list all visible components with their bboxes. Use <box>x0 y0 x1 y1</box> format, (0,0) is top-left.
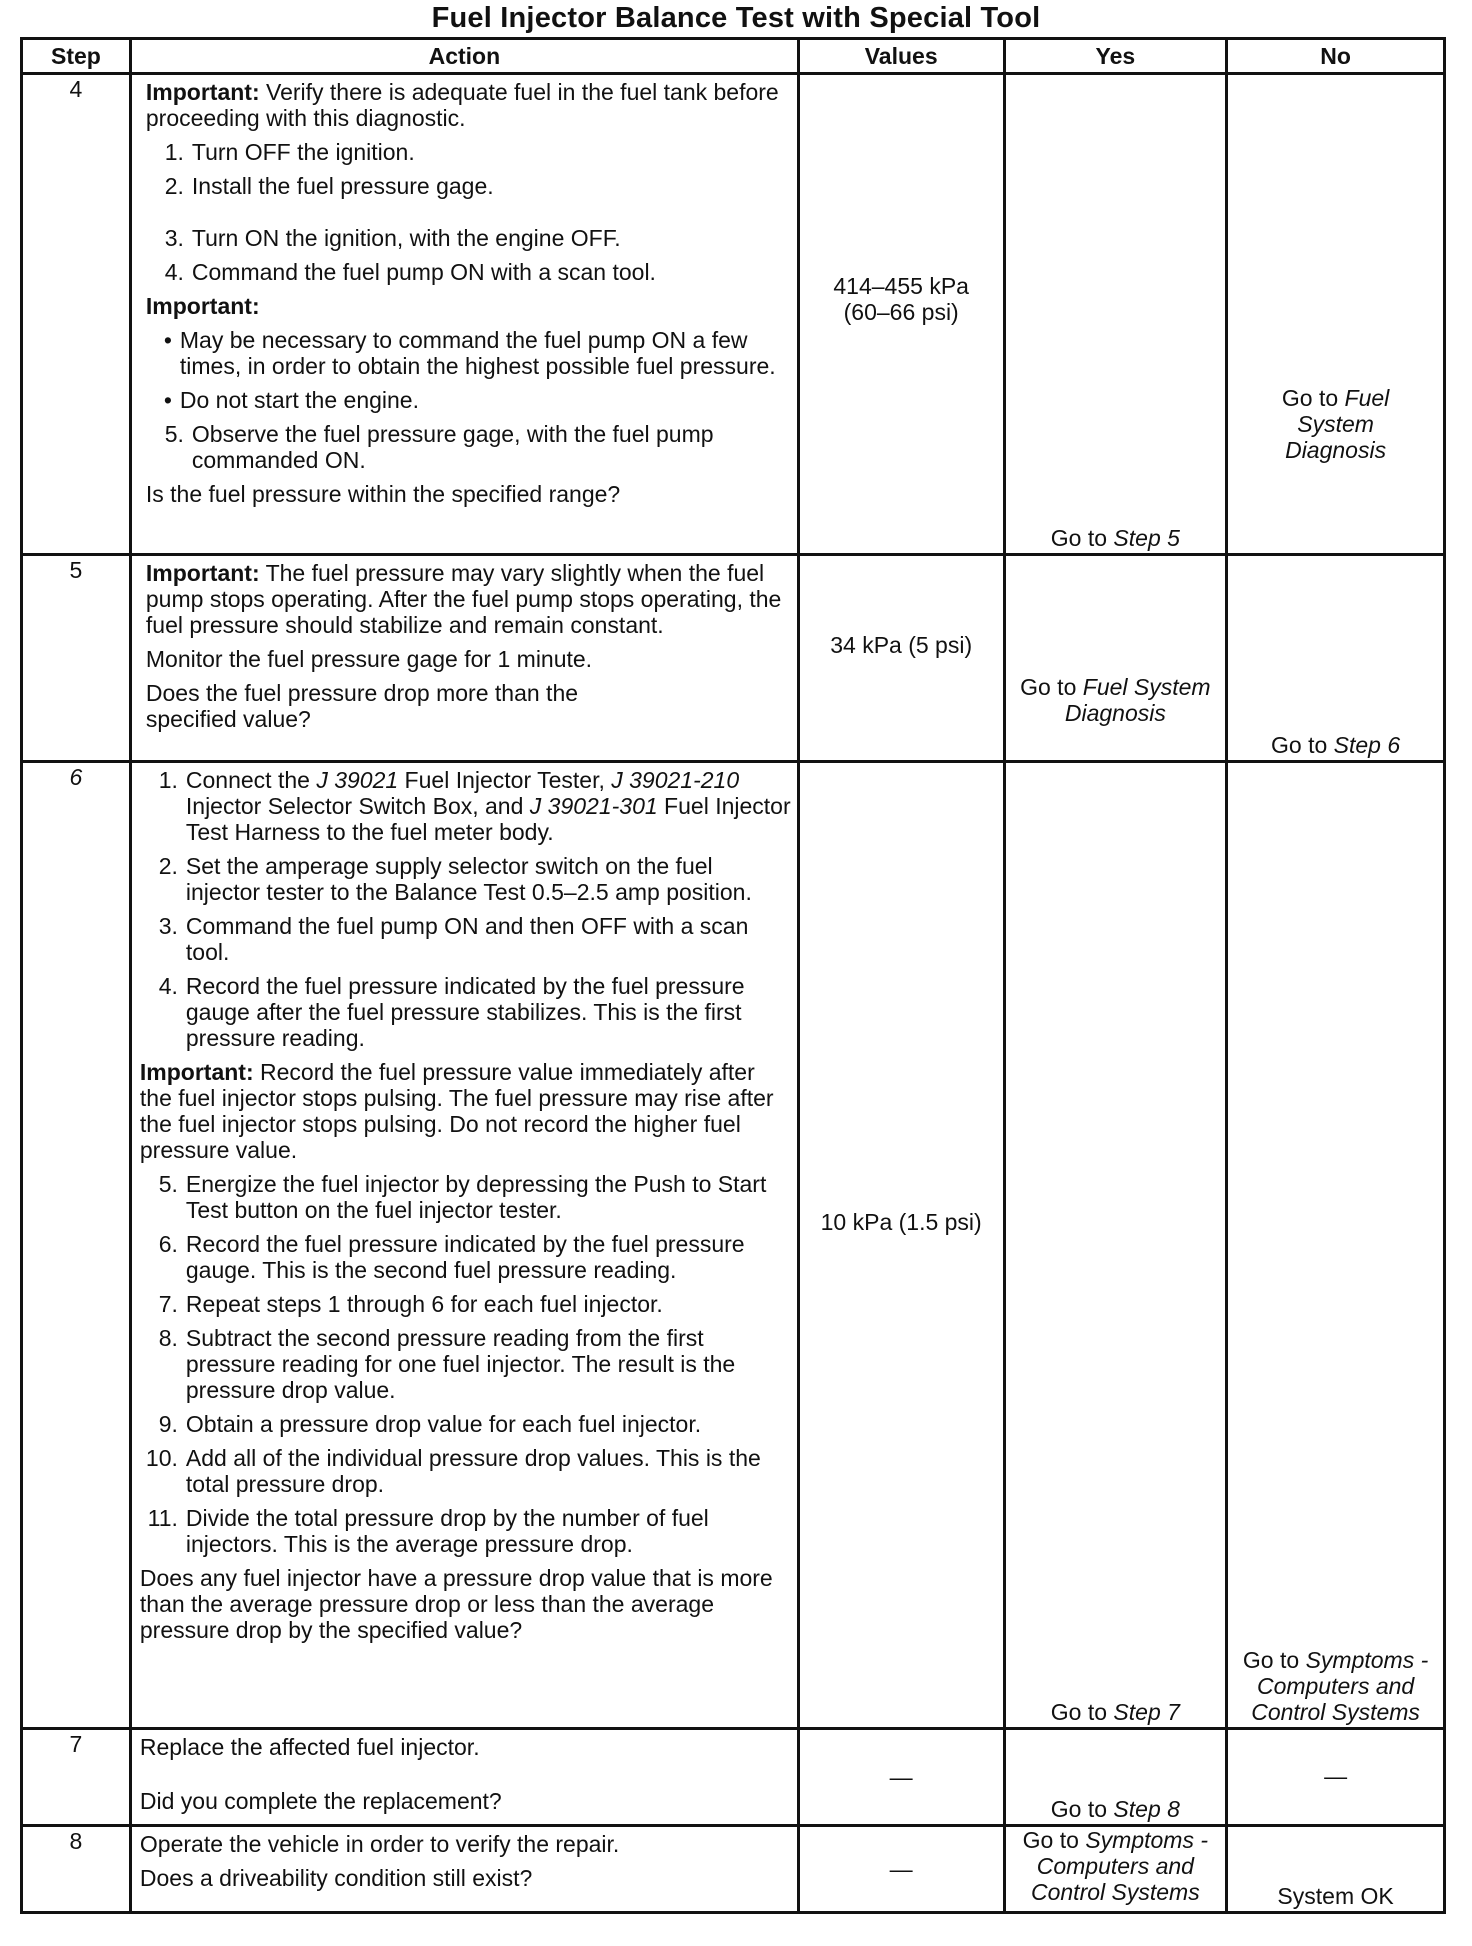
no-target: Fuel System Diagnosis <box>1285 385 1390 463</box>
table-row <box>22 555 1445 762</box>
no-link[interactable] <box>1234 75 1437 463</box>
item-text: Install the fuel pressure gage. <box>191 173 494 199</box>
question-text: Does any fuel injector have a pressure drop value that is more than the average pressure drop or less than the average pressure drop by the specified value? <box>139 1565 773 1643</box>
item-text: Divide the total pressure drop by the number of fuel injectors. This is the average pressure drop. <box>185 1505 709 1557</box>
item-number: 5. <box>164 421 184 447</box>
important-note <box>140 1059 791 1163</box>
no-link[interactable] <box>1234 1647 1437 1725</box>
item-number: 10. <box>145 1445 178 1471</box>
step-number-cell <box>22 74 131 555</box>
table-row <box>22 1729 1445 1826</box>
header-values: Values <box>798 39 1004 74</box>
list-item <box>140 1291 791 1317</box>
item-number: 5. <box>158 1171 178 1197</box>
procedure-list <box>140 767 791 1051</box>
table-row <box>22 1826 1445 1913</box>
step-number: 7 <box>69 1731 83 1757</box>
yes-link[interactable] <box>1012 1827 1220 1905</box>
no-target: Step 6 <box>1333 732 1401 758</box>
step-number-cell <box>22 762 131 1729</box>
item-text: Command the fuel pump ON and then OFF with a scan tool. <box>185 913 749 965</box>
item-number: 2. <box>158 853 178 879</box>
no-text: — <box>1324 1763 1348 1789</box>
yes-cell <box>1004 1826 1227 1913</box>
header-step: Step <box>22 39 131 74</box>
no-cell <box>1227 555 1445 762</box>
item-text: Observe the fuel pressure gage, with the fuel pump commanded ON. <box>191 421 714 473</box>
item-text: Command the fuel pump ON with a scan tool. <box>191 259 656 285</box>
step-number: 5 <box>69 557 83 583</box>
yes-target: Step 8 <box>1113 1796 1180 1822</box>
step-number-cell <box>22 1826 131 1913</box>
item-text: Obtain a pressure drop value for each fuel injector. <box>185 1411 702 1437</box>
no-prefix: Go to <box>1242 1647 1306 1673</box>
yes-target: Fuel System Diagnosis <box>1064 674 1211 726</box>
yes-link[interactable] <box>1012 1796 1220 1822</box>
item-number: 1. <box>158 767 178 793</box>
question-text: Did you complete the replacement? <box>139 1788 502 1814</box>
item-text: May be necessary to command the fuel pump ON a few times, in order to obtain the highest possible fuel pressure. <box>179 327 776 379</box>
item-text: Turn OFF the ignition. <box>191 139 415 165</box>
values-cell <box>798 762 1004 1729</box>
item-text: Subtract the second pressure reading from the first pressure reading for one fuel injector. The result is the pressure drop value. <box>185 1325 736 1403</box>
bullet-list <box>146 327 791 413</box>
item-number: 4. <box>158 973 178 999</box>
table-row <box>22 74 1445 555</box>
bullet-icon: • <box>163 387 172 413</box>
list-item <box>146 327 791 379</box>
item-number: 11. <box>147 1505 178 1531</box>
table-row <box>22 762 1445 1729</box>
yes-prefix: Go to <box>1020 674 1083 700</box>
no-cell <box>1227 1729 1445 1826</box>
no-cell <box>1227 762 1445 1729</box>
question-text: Does the fuel pressure drop more than the specified value? <box>145 680 579 732</box>
procedure-list <box>146 421 791 473</box>
item-number: 4. <box>164 259 184 285</box>
action-cell <box>130 1826 798 1913</box>
important-note <box>146 560 791 638</box>
item-text: Do not start the engine. <box>179 387 419 413</box>
step-number-cell <box>22 1729 131 1826</box>
item-number: 3. <box>158 913 178 939</box>
item-number: 9. <box>158 1411 178 1437</box>
list-item <box>140 1325 791 1403</box>
yes-cell <box>1004 1729 1227 1826</box>
value-text: — <box>889 1856 913 1882</box>
list-item <box>146 139 791 165</box>
action-cell <box>130 762 798 1729</box>
instruction-text: Replace the affected fuel injector. <box>139 1734 480 1760</box>
important-text: Record the fuel pressure value immediately after the fuel injector stops pulsing. The fuel pressure may rise after the fuel injector stops pulsing. Do not record the higher fuel pressure value. <box>139 1059 774 1163</box>
diagnostic-table <box>20 37 1446 1914</box>
item-number: 1. <box>164 139 184 165</box>
value-text: 10 kPa (1.5 psi) <box>820 1209 982 1235</box>
no-prefix: Go to <box>1281 385 1345 411</box>
step-number-cell <box>22 555 131 762</box>
value-text: — <box>889 1764 913 1790</box>
item-text: Record the fuel pressure indicated by the fuel pressure gauge after the fuel pressure stabilizes. This is the first pressure reading. <box>185 973 745 1051</box>
yes-link[interactable] <box>1012 556 1220 726</box>
tool-number: J 39021-210 <box>611 767 740 793</box>
list-item <box>146 225 791 251</box>
no-prefix: Go to <box>1271 732 1334 758</box>
yes-target: Symptoms - Computers and Control Systems <box>1030 1827 1209 1905</box>
value-text: 414–455 kPa <box>833 273 969 299</box>
list-item <box>140 1231 791 1283</box>
yes-prefix: Go to <box>1050 1699 1114 1725</box>
yes-prefix: Go to <box>1050 1796 1114 1822</box>
header-yes: Yes <box>1004 39 1227 74</box>
list-item <box>140 767 791 845</box>
tool-number: J 39021-301 <box>529 793 658 819</box>
yes-cell <box>1004 762 1227 1729</box>
table-header-row <box>22 39 1445 74</box>
important-label: Important: <box>145 560 260 586</box>
item-number: 7. <box>158 1291 178 1317</box>
yes-link[interactable] <box>1012 1699 1220 1725</box>
item-text: Energize the fuel injector by depressing the Push to Start Test button on the fuel injector tester. <box>185 1171 767 1223</box>
question-text: Does a driveability condition still exist? <box>139 1865 533 1891</box>
item-text: Set the amperage supply selector switch on the fuel injector tester to the Balance Test 0.5–2.5 amp position. <box>185 853 752 905</box>
yes-cell <box>1004 555 1227 762</box>
yes-link[interactable] <box>1012 525 1220 551</box>
tool-number: J 39021 <box>316 767 399 793</box>
instruction-text: Operate the vehicle in order to verify the repair. <box>139 1831 620 1857</box>
no-target: Symptoms - Computers and Control Systems <box>1251 1647 1429 1725</box>
values-cell <box>798 74 1004 555</box>
header-no: No <box>1227 39 1445 74</box>
important-text: The fuel pressure may vary slightly when the fuel pump stops operating. After the fuel pump stops operating, the fuel pressure should stabilize and remain constant. <box>145 560 782 638</box>
procedure-list <box>146 139 791 199</box>
item-number: 3. <box>164 225 184 251</box>
values-cell <box>798 1826 1004 1913</box>
list-item <box>140 853 791 905</box>
list-item <box>146 387 791 413</box>
step-number: 8 <box>69 1828 83 1854</box>
no-cell <box>1227 74 1445 555</box>
important-note <box>146 79 791 131</box>
item-number: 2. <box>164 173 184 199</box>
action-cell <box>130 555 798 762</box>
list-item <box>140 1505 791 1557</box>
list-item <box>140 973 791 1051</box>
list-item <box>140 1411 791 1437</box>
value-text: (60–66 psi) <box>843 299 959 325</box>
list-item <box>146 421 791 473</box>
action-cell <box>130 74 798 555</box>
step-number: 4 <box>69 76 83 102</box>
item-text: Repeat steps 1 through 6 for each fuel injector. <box>185 1291 663 1317</box>
yes-prefix: Go to <box>1050 525 1114 551</box>
item-text: Add all of the individual pressure drop values. This is the total pressure drop. <box>185 1445 761 1497</box>
instruction-text: Monitor the fuel pressure gage for 1 minute. <box>145 646 593 672</box>
action-cell <box>130 1729 798 1826</box>
value-text: 34 kPa (5 psi) <box>830 632 973 658</box>
important-label: Important: <box>139 1059 254 1085</box>
question-text: Is the fuel pressure within the specified range? <box>145 481 621 507</box>
list-item <box>140 913 791 965</box>
item-text: Connect the J 39021 Fuel Injector Tester, J 39021-210 Injector Selector Switch Box, and J 39021-301 Fuel Injector Test Harness to the fuel meter body. <box>185 767 791 845</box>
step-number: 6 <box>69 764 83 790</box>
item-text: Turn ON the ignition, with the engine OFF. <box>191 225 621 251</box>
yes-prefix: Go to <box>1022 1827 1086 1853</box>
yes-cell <box>1004 74 1227 555</box>
item-number: 8. <box>158 1325 178 1351</box>
procedure-list <box>146 225 791 285</box>
no-cell <box>1227 1826 1445 1913</box>
list-item <box>146 173 791 199</box>
important-label: Important: <box>145 293 260 319</box>
values-cell <box>798 1729 1004 1826</box>
values-cell <box>798 555 1004 762</box>
bullet-icon: • <box>163 327 172 353</box>
item-number: 6. <box>158 1231 178 1257</box>
important-text: Verify there is adequate fuel in the fuel tank before proceeding with this diagnostic. <box>145 79 779 131</box>
yes-target: Step 5 <box>1113 525 1180 551</box>
list-item <box>140 1445 791 1497</box>
no-link[interactable] <box>1234 732 1437 758</box>
item-text: Record the fuel pressure indicated by the fuel pressure gauge. This is the second fuel pressure reading. <box>185 1231 745 1283</box>
yes-target: Step 7 <box>1113 1699 1180 1725</box>
important-label: Important: <box>145 79 260 105</box>
list-item <box>146 259 791 285</box>
header-action: Action <box>130 39 798 74</box>
no-text: System OK <box>1277 1883 1394 1909</box>
page-title: Fuel Injector Balance Test with Special Tool <box>431 2 1041 34</box>
list-item <box>140 1171 791 1223</box>
procedure-list <box>140 1171 791 1557</box>
